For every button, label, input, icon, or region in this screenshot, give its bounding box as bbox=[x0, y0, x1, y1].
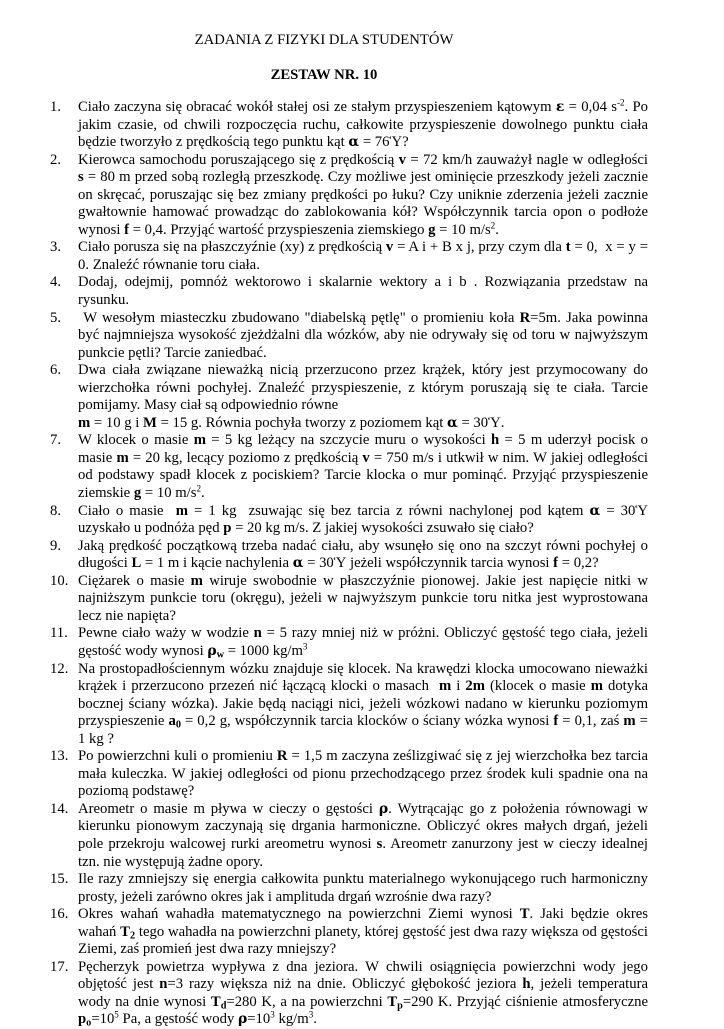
problem-text: Ciało porusza się na płaszczyźnie (xy) z prędkością v = A i + B x j, przy czym dla t = 0, x = y = 0. Znaleźć równanie toru ciała. bbox=[78, 239, 648, 273]
problem-number: 9. bbox=[50, 537, 62, 554]
problem-item bbox=[48, 748, 648, 801]
problem-number: 15. bbox=[50, 871, 69, 888]
set-title: ZESTAW NR. 10 bbox=[270, 67, 378, 83]
problem-text: Pęcherzyk powietrza wypływa z dna jeziora. W chwili osiągnięcia powierzchni wody jego objętość jest n=3 razy większa niż na dnie. Obliczyć głębokość jeziora h, jeżeli temperatura wody na dnie wynosi $T_d=280$ K, a na powierzchni $T_p=290$ K. Przyjąć ciśnienie atmosferyczne $p_o=10^5$ Pa, a gęstość wody $\rho=10^3$ $kg/m^3$. bbox=[78, 958, 648, 1029]
problem-text: Dwa ciała związane nieważką nicią przerzucono przez krążek, który jest przymocowany do wierzchołka równi pochyłej. Znaleźć przyspieszenie, z którym poruszają się te ciała. Tarcie pomijamy. Masy ciał są odpowiednio równe m = 10 g i M = 15 g. Równia pochyła tworzy z poziomem kąt α = 30Ὑ. bbox=[78, 362, 648, 431]
problem-number: 8. bbox=[50, 502, 62, 519]
problem-item bbox=[48, 959, 648, 1029]
problem-item bbox=[48, 538, 648, 573]
problem-text: Okres wahań wahadła matematycznego na powierzchni Ziemi wynosi T. Jaki będzie okres wahań $T_2$ tego wahadła na powierzchni planety, której gęstość jest dwa razy większa od gęstości Ziemi, zaś promień jest dwa razy mniejszy? bbox=[78, 906, 648, 958]
problem-item bbox=[48, 625, 648, 660]
problem-number: 1. bbox=[50, 99, 62, 115]
problem-number: 17. bbox=[50, 958, 69, 975]
problem-text: Areometr o masie m pływa w cieczy o gęstości ρ. Wytrącając go z położenia równowagi w kierunku pionowym zaczynają się drgania harmoniczne. Obliczyć okres małych drgań, jeżeli pole przekroju walcowej rurki areometru wynosi s. Areometr zanurzony jest w cieczy idealnej tzn. nie występują żadne opory. bbox=[78, 800, 648, 870]
problem-text: Kierowca samochodu poruszającego się z prędkością v = 72 km/h zauważył nagle w odległości s = 80 m przed sobą rozległą przeszkodę. Czy możliwe jest ominięcie przeszkody jeżeli zacznie on skręcać, poruszając się bez zmiany prędkości po łuku? Czy uniknie zderzenia jeżeli zacznie gwałtownie hamować prowadząc do zablokowania kół? Współczynnik tarcia opon o podłoże wynosi f = 0,4. Przyjąć wartość przyspieszenia ziemskiego g = 10 $m/s^2$. bbox=[78, 151, 648, 238]
problem-list bbox=[48, 99, 648, 1029]
problem-text: Ile razy zmniejszy się energia całkowita punktu materialnego wykonującego ruch harmoniczny prosty, jeżeli zarówno okres jak i amplituda drgań wzrośnie dwa razy? bbox=[78, 871, 648, 905]
problem-text: W wesołym miasteczku zbudowano "diabelską pętlę" o promieniu koła R=5m. Jaka powinna być najmniejsza wysokość zjeżdżalni dla wózków, aby nie odrywały się od toru w najwyższym punkcie pętli? Tarcie zaniedbać. bbox=[78, 309, 649, 361]
problem-item bbox=[48, 274, 648, 309]
problem-item bbox=[48, 362, 648, 432]
problem-number: 14. bbox=[50, 800, 69, 817]
problem-text: Ciało o masie m = 1 kg zsuwając się bez tarcia z równi nachylonej pod kątem α = 30Ὑ uzyskało u podnóża pęd p = 20 kg m/s. Z jakiej wysokości zsuwało się ciało? bbox=[78, 502, 648, 537]
problem-item bbox=[48, 661, 648, 749]
problem-item bbox=[48, 503, 648, 538]
problem-number: 2. bbox=[50, 151, 62, 168]
page-title: ZADANIA Z FIZYKI DLA STUDENTÓW bbox=[194, 32, 454, 48]
problem-number: 4. bbox=[50, 274, 62, 291]
problem-number: 3. bbox=[50, 239, 62, 256]
problem-text: Ciężarek o masie m wiruje swobodnie w płaszczyźnie pionowej. Jakie jest napięcie nitki w najniższym punkcie toru (okręgu), jeżeli w najwyższym punkcie toru nitka jest wyprostowana lecz nie napięta? bbox=[78, 572, 648, 624]
problem-item bbox=[48, 906, 648, 959]
problem-text: Po powierzchni kuli o promieniu R = 1,5 m zaczyna ześlizgiwać się z jej wierzchołka bez tarcia mała kuleczka. W jakiej odległości od pionu przechodzącego przez środek kuli spadnie ona na poziomą podstawę? bbox=[78, 748, 648, 800]
problem-item bbox=[48, 801, 648, 871]
problem-text: Ciało zaczyna się obracać wokół stałej osi ze stałym przyspieszeniem kątowym ε = 0,04 $s^{-2}$. Po jakim czasie, od chwili rozpoczęcia ruchu, całkowite przyspieszenie dowolnego punktu ciała będzie tworzyło z prędkością tego punktu kąt α = 76Ὑ? bbox=[78, 97, 649, 151]
problem-number: 5. bbox=[50, 309, 62, 326]
problem-item bbox=[48, 152, 648, 240]
problem-item bbox=[48, 871, 648, 906]
problem-number: 13. bbox=[50, 748, 69, 765]
problem-text: W klocek o masie m = 5 kg leżący na szczycie muru o wysokości h = 5 m uderzył pocisk o masie m = 20 kg, lecący poziomo z prędkością v = 750 m/s i utkwił w nim. W jakiej odległości od podstawy spadł klocek z pociskiem? Tarcie klocka o mur pominąć. Przyjąć przyspieszenie ziemskie g = 10 $m/s^2$. bbox=[78, 432, 649, 502]
problem-number: 6. bbox=[50, 362, 62, 379]
problem-text: Na prostopadłościennym wózku znajduje się klocek. Na krawędzi klocka umocowano nieważki krążek i przerzucono przezeń nić łączącą klocki o masach m i 2m (klocek o masie m dotyka bocznej ściany wózka). Jakie będą naciągi nici, jeżeli wózkowi nadano w kierunku poziomym przyspieszenie $a_0 = 0,2$ g, współczynnik tarcia klocków o ściany wózka wynosi f = 0,1, zaś m = 1 kg ? bbox=[78, 660, 648, 747]
problem-number: 16. bbox=[50, 906, 69, 923]
problem-text: Pewne ciało waży w wodzie n = 5 razy mniej niż w próżni. Obliczyć gęstość tego ciała, jeżeli gęstość wody wynosi $\rho_w = 1000$ $kg/m^3$ bbox=[78, 625, 648, 661]
problem-number: 12. bbox=[50, 660, 69, 677]
problem-item bbox=[48, 99, 648, 152]
problem-number: 7. bbox=[50, 432, 62, 449]
problem-item bbox=[48, 432, 648, 502]
problem-text: Jaką prędkość początkową trzeba nadać ciału, aby wsunęło się ono na szczyt równi pochyłej o długości L = 1 m i kącie nachylenia α = 30Ὑ jeżeli współczynnik tarcia wynosi f = 0,2? bbox=[78, 537, 648, 572]
problem-number: 11. bbox=[50, 625, 68, 642]
problem-item bbox=[48, 310, 648, 363]
problem-item bbox=[48, 239, 648, 274]
problem-item bbox=[48, 573, 648, 626]
problem-text: Dodaj, odejmij, pomnóż wektorowo i skalarnie wektory a i b . Rozwiązania przedstaw na rysunku. bbox=[78, 274, 648, 309]
problem-number: 10. bbox=[50, 572, 69, 589]
